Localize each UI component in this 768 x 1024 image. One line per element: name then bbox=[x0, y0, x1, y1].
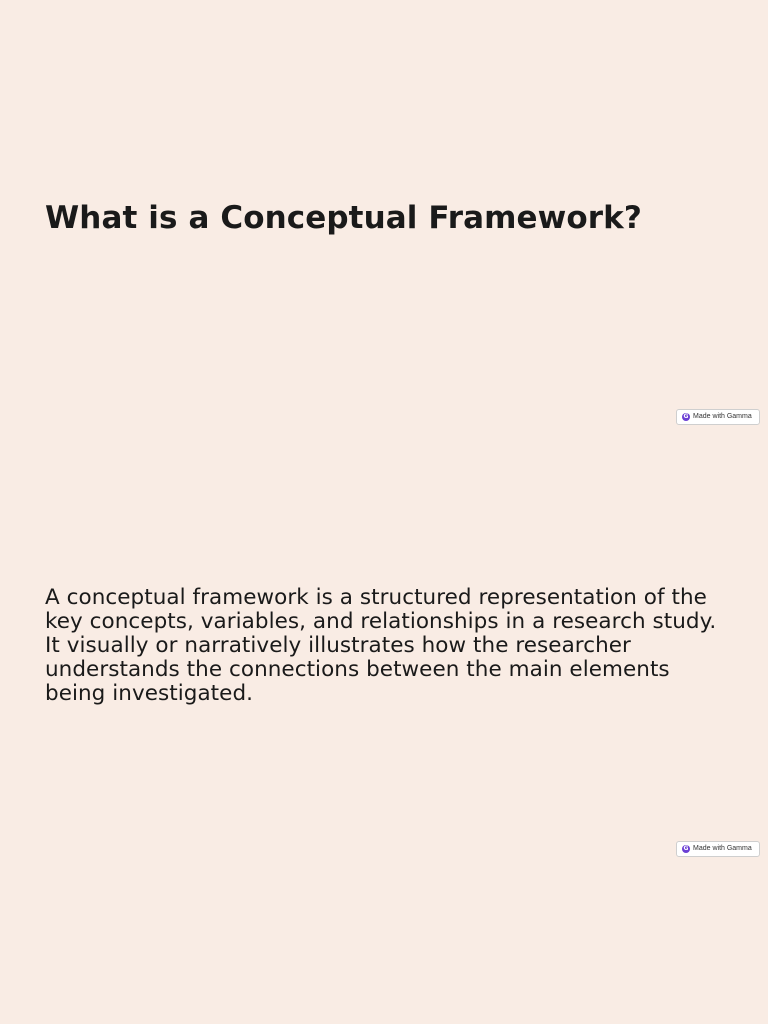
made-with-gamma-label: Made with Gamma bbox=[693, 413, 752, 420]
gamma-logo-icon: G bbox=[683, 413, 689, 420]
made-with-gamma-label: Made with Gamma bbox=[693, 845, 752, 852]
slide-title bbox=[0, 0, 768, 432]
slide-title-heading: What is a Conceptual Framework? bbox=[45, 200, 642, 236]
slide-definition bbox=[0, 432, 768, 864]
gamma-logo-icon: G bbox=[683, 845, 689, 852]
made-with-gamma-badge[interactable] bbox=[676, 841, 760, 857]
definition-paragraph: A conceptual framework is a structured representation of the key concepts, variables, and relationships in a research study. It visually or narratively illustrates how the researcher understands the connections between the main elements being investigated. bbox=[45, 585, 717, 706]
made-with-gamma-badge[interactable] bbox=[676, 409, 760, 425]
